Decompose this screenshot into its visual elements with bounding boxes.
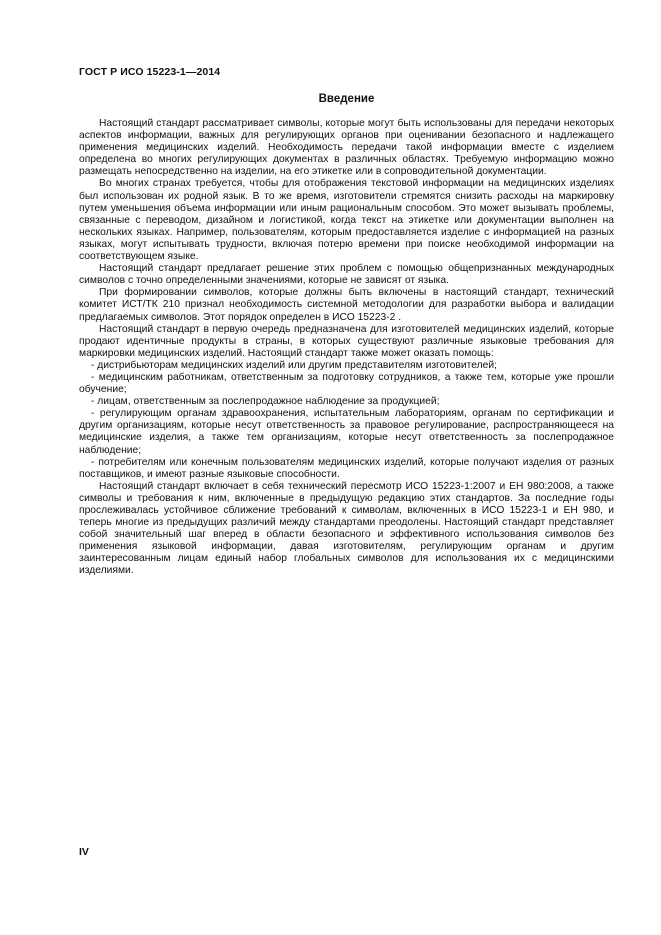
list-item: - дистрибьюторам медицинских изделий или другим представителям изготовителей; [91, 359, 497, 371]
paragraph: Во многих странах требуется, чтобы для отображения текстовой информации на медицинских изделиях был использован их родной язык. В то же время, изготовители стремятся снизить расходы на маркировку путем уменьшения объема информации или иным рациональным способом. Это может вызывать проблемы, связанные с переводом, дизайном и логистикой, когда текст на этикетке или документации выполнен на нескольких языках. Например, пользователям, которым предоставляется изделие с информацией на разных языках, могут испытывать трудности, включая потерю времени при поиске необходимой информации на соответствующем языке. [79, 178, 614, 263]
list-item: - регулирующим органам здравоохранения, испытательным лабораториям, органам по сертификации и другим организациям, которые несут ответственность за правовое регулирование, распространяющееся на медицинские изделия, а также тем организациям, которые несут ответственность за послепродажное наблюдение; [79, 408, 614, 456]
list-item: - медицинским работникам, ответственным за подготовку сотрудников, а также тем, которые уже прошли обучение; [79, 371, 614, 396]
list-item: - лицам, ответственным за послепродажное наблюдение за продукцией; [91, 396, 440, 408]
paragraph: При формировании символов, которые должны быть включены в настоящий стандарт, технический комитет ИСТ/ТК 210 признал необходимость системной методологии для разработки выбора и валидации предлагаемых символов. Этот порядок определен в ИСО 15223-2 . [79, 287, 614, 323]
list-item: - потребителям или конечным пользователям медицинских изделий, которые получают изделия от разных поставщиков, и имеют разные языковые способности. [79, 456, 614, 480]
document-header: ГОСТ Р ИСО 15223-1—2014 [79, 66, 221, 78]
paragraph: Настоящий стандарт рассматривает символы, которые могут быть использованы для передачи некоторых аспектов информации, важных для регулирующих органов при оценивании безопасного и надлежащего применения медицинских изделий. Необходимость передачи такой информации вместе с изделием определена во многих регулирующих документах в различных областях. Требуемую информацию можно размещать непосредственно на изделии, на его этикетке или в сопроводительной документации. [79, 118, 614, 178]
paragraph: Настоящий стандарт предлагает решение этих проблем с помощью общепризнанных международных символов с точно определенными значениями, которые не зависят от языка. [79, 263, 614, 287]
page-number: IV [79, 846, 89, 858]
paragraph: Настоящий стандарт в первую очередь предназначена для изготовителей медицинских изделий, которые продают идентичные продукты в страны, в которых существуют различные языковые требования для маркировки медицинских изделий. Настоящий стандарт также может оказать помощь: [79, 323, 614, 359]
document-body [79, 92, 614, 578]
paragraph: Настоящий стандарт включает в себя технический пересмотр ИСО 15223-1:2007 и ЕН 980:2008, а также символы и требования к ним, включенные в предыдущую редакцию этих стандартов. За последние годы прослеживалась устойчивое сближение требований к символам, включенных в ИСО 15223-1 и ЕН 980, и теперь многие из предыдущих различий между стандартами преодолены. Настоящий стандарт представляет собой значительный шаг вперед в области безопасного и эффективного использования символов без применения языковой информации, давая изготовителям, регулирующим органам и другим заинтересованным лицам единый набор глобальных символов для использования их с медицинскими изделиями. [79, 480, 614, 577]
section-title: Введение [318, 93, 375, 105]
